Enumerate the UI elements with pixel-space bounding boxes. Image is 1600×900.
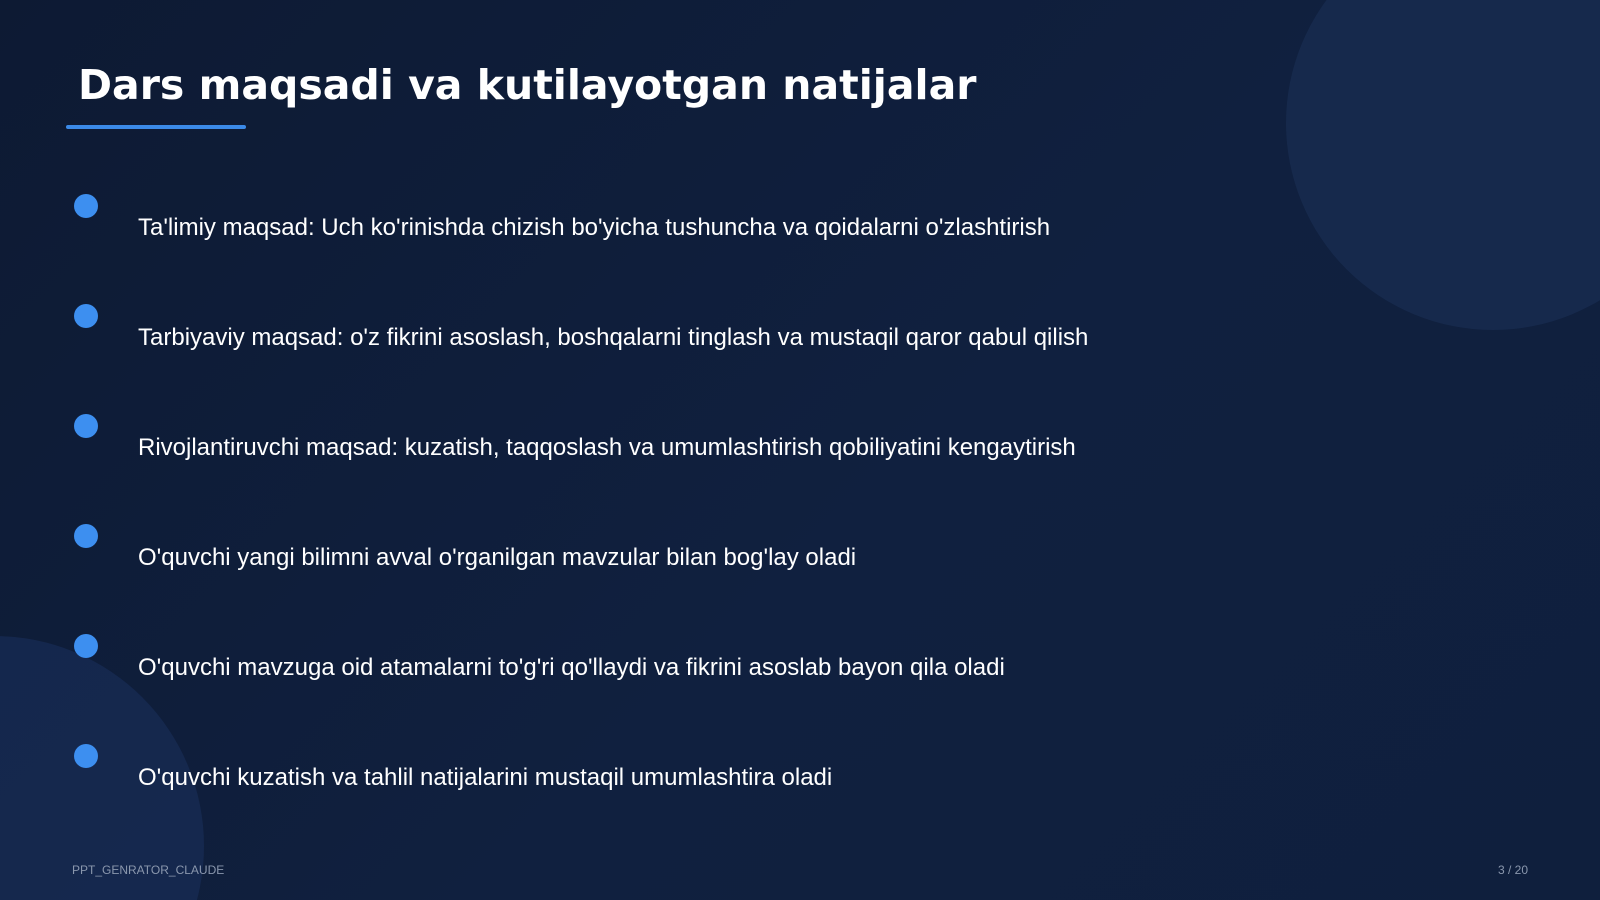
objective-item [0, 414, 1200, 474]
title-underline [66, 125, 246, 129]
objective-item [0, 194, 1200, 254]
decorative-circle-top-right [1286, 0, 1600, 330]
slide-title: Dars maqsadi va kutilayotgan natijalar [78, 61, 977, 109]
bullet-dot-icon [74, 414, 98, 438]
objective-item [0, 634, 1200, 694]
objective-text: Tarbiyaviy maqsad: o'z fikrini asoslash, boshqalarni tinglash va mustaqil qaror qabul qilish [138, 324, 1089, 351]
bullet-dot-icon [74, 304, 98, 328]
page-number: 3 / 20 [1497, 863, 1528, 877]
objective-text: Ta'limiy maqsad: Uch ko'rinishda chizish bo'yicha tushuncha va qoidalarni o'zlashtirish [138, 214, 1051, 241]
objective-item [0, 744, 1200, 804]
objective-text: O'quvchi kuzatish va tahlil natijalarini mustaqil umumlashtira oladi [138, 764, 833, 791]
footer-generator-label: PPT_GENRATOR_CLAUDE [72, 863, 225, 877]
bullet-dot-icon [74, 194, 98, 218]
bullet-dot-icon [74, 524, 98, 548]
bullet-dot-icon [74, 634, 98, 658]
objective-text: Rivojlantiruvchi maqsad: kuzatish, taqqoslash va umumlashtirish qobiliyatini kengaytirish [138, 434, 1076, 461]
objective-item [0, 524, 1200, 584]
bullet-dot-icon [74, 744, 98, 768]
objective-text: O'quvchi yangi bilimni avval o'rganilgan mavzular bilan bog'lay oladi [138, 544, 857, 571]
objective-text: O'quvchi mavzuga oid atamalarni to'g'ri qo'llaydi va fikrini asoslab bayon qila oladi [138, 654, 1005, 681]
objective-item [0, 304, 1200, 364]
